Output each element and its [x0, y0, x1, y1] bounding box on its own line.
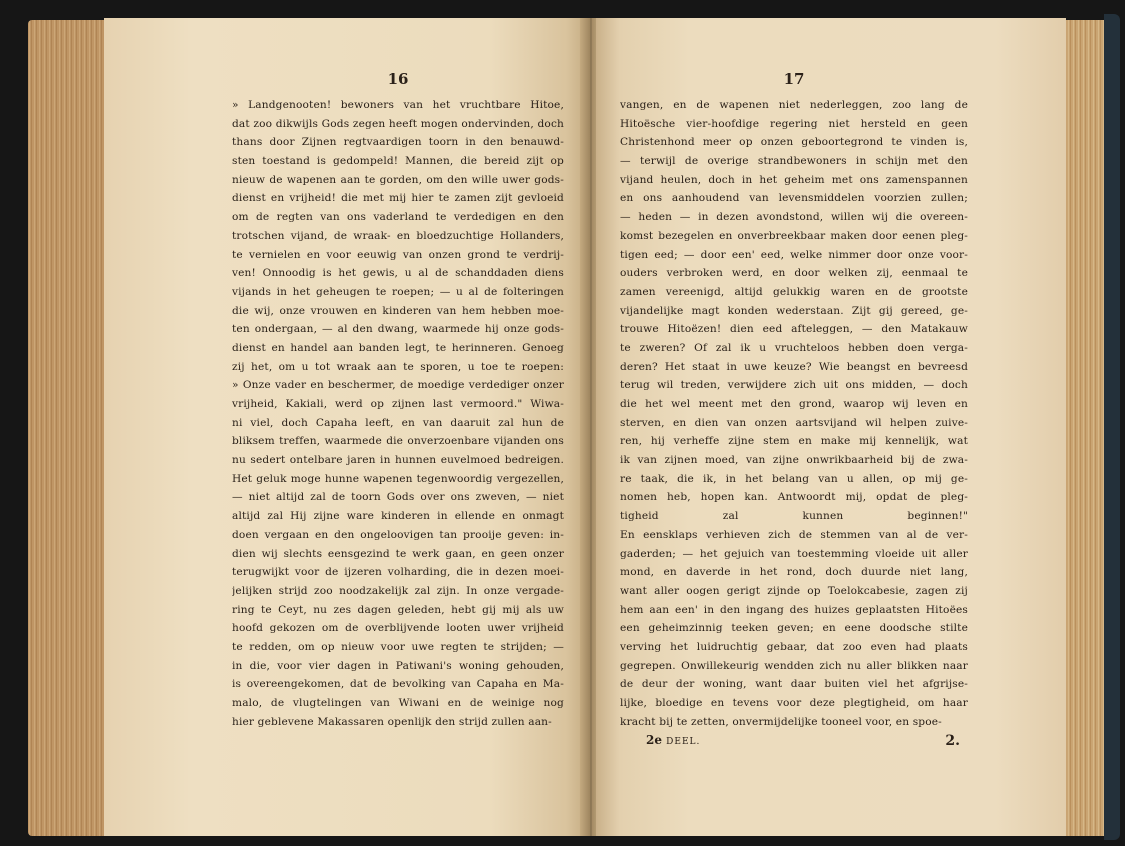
text-line: gegrepen. Onwillekeurig wendden zich nu aller blikken naar — [620, 659, 968, 672]
text-line: vrijheid, Kakiali, werd op zijnen last vermoord." Wiwa- — [232, 398, 564, 410]
text-line: ren, hij verheffe zijne stem en make mij kennelijk, wat — [620, 435, 968, 448]
text-line: is overeengekomen, dat de bevolking van Capaha en Ma- — [232, 678, 564, 691]
signature-mark: 2e DEEL. — [646, 733, 701, 748]
text-line: » Landgenooten! bewoners van het vruchtbare Hitoe, — [232, 99, 564, 111]
page-edges-left — [28, 20, 110, 836]
text-line: tigen eed; — door een' eed, welke nimmer door onze voor- — [620, 248, 968, 261]
text-line: te zweren? Of zal ik u vruchteloos hebben doen verga- — [620, 341, 968, 354]
text-line: zij het, om u tot wraak aan te sporen, u toe te roepen: — [232, 360, 564, 373]
text-line: om de regten van ons vaderland te verdedigen en den — [232, 211, 564, 224]
text-line: ven! Onnoodig is het gewis, u al de schanddaden diens — [232, 267, 564, 280]
text-line: nomen heb, hopen kan. Antwoordt mij, opdat de pleg- — [620, 491, 968, 504]
text-line: dat zoo dikwijls Gods zegen heeft mogen ondervinden, doch — [232, 117, 564, 130]
text-line: En eensklaps verhieven zich de stemmen van al de ver- — [620, 528, 968, 541]
book-cover-edge — [1104, 14, 1120, 840]
text-line: die wij, onze vrouwen en kinderen van hem hebben moe- — [232, 304, 564, 317]
text-line: een geheimzinnig teeken geven; en eene doodsche stilte — [620, 622, 968, 635]
text-line: bliksem treffen, waarmede die onverzoenbare vijanden ons — [232, 435, 564, 448]
text-line: sterven, en dien van onzen aartsvijand wil helpen zuive- — [620, 416, 968, 429]
text-line: in die, voor vier dagen in Patiwani's woning gehouden, — [232, 659, 564, 672]
text-line: en ons aanhoudend van levensmiddelen voorzien zullen; — [620, 192, 968, 205]
text-line: te redden, om op nieuw voor uwe regten te strijden; — — [232, 640, 564, 653]
text-line: ik van zijnen moed, van zijne onwrikbaarheid bij de zwa- — [620, 454, 968, 467]
text-line: dien wij slechts eensgezind te werk gaan, en geen onzer — [232, 547, 564, 560]
page-number-right: 17 — [783, 70, 805, 88]
text-line: hier geblevene Makassaren openlijk den strijd zullen aan- — [232, 715, 552, 728]
text-line: — heden — in dezen avondstond, willen wij die overeen- — [620, 211, 968, 224]
right-page-text — [620, 96, 968, 731]
text-line: » Onze vader en beschermer, de moedige verdediger onzer — [232, 379, 564, 392]
text-line: vangen, en de wapenen niet nederleggen, zoo lang de — [620, 99, 968, 111]
text-line: mond, en daverde in het rond, doch duurde niet lang, — [620, 566, 968, 579]
text-line: verving het luidruchtig gebaar, dat zoo even had plaats — [620, 640, 968, 653]
signature-word: DEEL. — [666, 737, 701, 748]
text-line: die het wel meent met den grond, waarop wij leven en — [620, 398, 968, 410]
text-line: trouwe Hitoëzen! dien eed afteleggen, — den Matakauw — [620, 323, 968, 336]
text-line: komst bezegelen en onverbreekbaar maken door eenen pleg- — [620, 229, 968, 242]
text-line: Het geluk moge hunne wapenen tegenwoordig vergezellen, — [232, 472, 564, 485]
text-line: want aller oogen gerigt zijnde op Toelokcabesie, zagen zij — [620, 584, 968, 597]
text-line: ni viel, doch Capaha leeft, en van daaruit zal hun de — [232, 416, 564, 429]
text-line: hem aan een' in den ingang des huizes geplaatsten Hitoëes — [620, 603, 968, 616]
text-line: doen vergaan en den ongeloovigen tan prooije geven: in- — [232, 528, 564, 541]
text-line: te vernielen en voor eeuwig van onzen grond te verdrij- — [232, 248, 564, 261]
text-line: — niet altijd zal de toorn Gods over ons zweven, — niet — [232, 491, 564, 504]
page-number-left: 16 — [387, 70, 409, 88]
text-line: vijands in het geheugen te roepen; — u al de folteringen — [232, 285, 564, 298]
page-footer — [620, 733, 968, 753]
text-line: nieuw de wapenen aan te gorden, om den wille uwer gods- — [232, 173, 564, 186]
text-line: Christenhond meer op onzen geboortegrond te vinden is, — [620, 136, 968, 149]
text-line: vijandelijke magt konden wederstaan. Zijt gij gereed, ge- — [620, 304, 968, 317]
text-line: ouders verbroken werd, en door welken zij, eenmaal te — [620, 267, 968, 280]
text-line: sten toestand is gedompeld! Mannen, die bereid zijt op — [232, 155, 564, 168]
right-page — [596, 18, 1066, 836]
gathering-mark: 2. — [945, 733, 960, 750]
text-line: zamen vereenigd, altijd gelukkig waren en de grootste — [620, 285, 968, 298]
text-line: vijand heulen, doch in het geheim met ons zamenspannen — [620, 173, 968, 186]
text-line: kracht bij te zetten, onvermijdelijke tooneel voor, en spoe- — [620, 715, 942, 728]
text-line: gaderden; — het gejuich van toestemming vloeide uit aller — [620, 547, 968, 560]
text-line: hoofd gekozen om de overblijvende looten uwer vrijheid — [232, 622, 564, 635]
text-line: lijke, bloedige en tevens voor deze plegtigheid, om haar — [620, 697, 968, 709]
text-line: dienst en handel aan banden legt, te herinneren. Genoeg — [232, 341, 564, 354]
text-line: re taak, die ik, in het belang van u allen, op mij ge- — [620, 472, 968, 485]
text-line: malo, de vlugtelingen van Wiwani en de weinige nog — [232, 697, 564, 709]
text-line: dienst en vrijheid! die met mij hier te zamen zijt gevloeid — [232, 192, 564, 205]
text-line: ten ondergaan, — al den dwang, waarmede hij onze gods- — [232, 323, 564, 336]
text-line: — terwijl de overige strandbewoners in schijn met den — [620, 155, 968, 168]
text-line: jelijken strijd zoo noodzakelijk zal zijn. In onze vergade- — [232, 584, 564, 597]
left-page-text — [232, 96, 564, 731]
text-line: terug wil treden, verwijdere zich uit ons midden, — doch — [620, 379, 968, 392]
text-line: thans door Zijnen regtvaardigen toorn in den benauwd- — [232, 136, 564, 149]
text-line: Hitoësche vier-hoofdige regering niet hersteld en geen — [620, 117, 968, 130]
text-line: ring te Ceyt, nu zes dagen geleden, hebt gij mij als uw — [232, 603, 564, 616]
text-line: trotschen vijand, de wraak- en bloedzuchtige Hollanders, — [232, 229, 564, 242]
text-line: de deur der woning, want daar buiten viel het afgrijse- — [620, 678, 968, 691]
text-line: deren? Het staat in uwe keuze? Wie beangst en bevreesd — [620, 360, 968, 373]
text-line: tigheid zal kunnen beginnen!" — [620, 510, 968, 523]
left-page — [104, 18, 586, 836]
text-line: nu sedert ontelbare jaren in hunnen euvelmoed bedreigen. — [232, 454, 564, 467]
text-line: terugwijkt voor de ijzeren volharding, die in dezen moei- — [232, 566, 564, 579]
text-line: altijd zal Hij zijne ware kinderen in ellende en onmagt — [232, 510, 564, 523]
